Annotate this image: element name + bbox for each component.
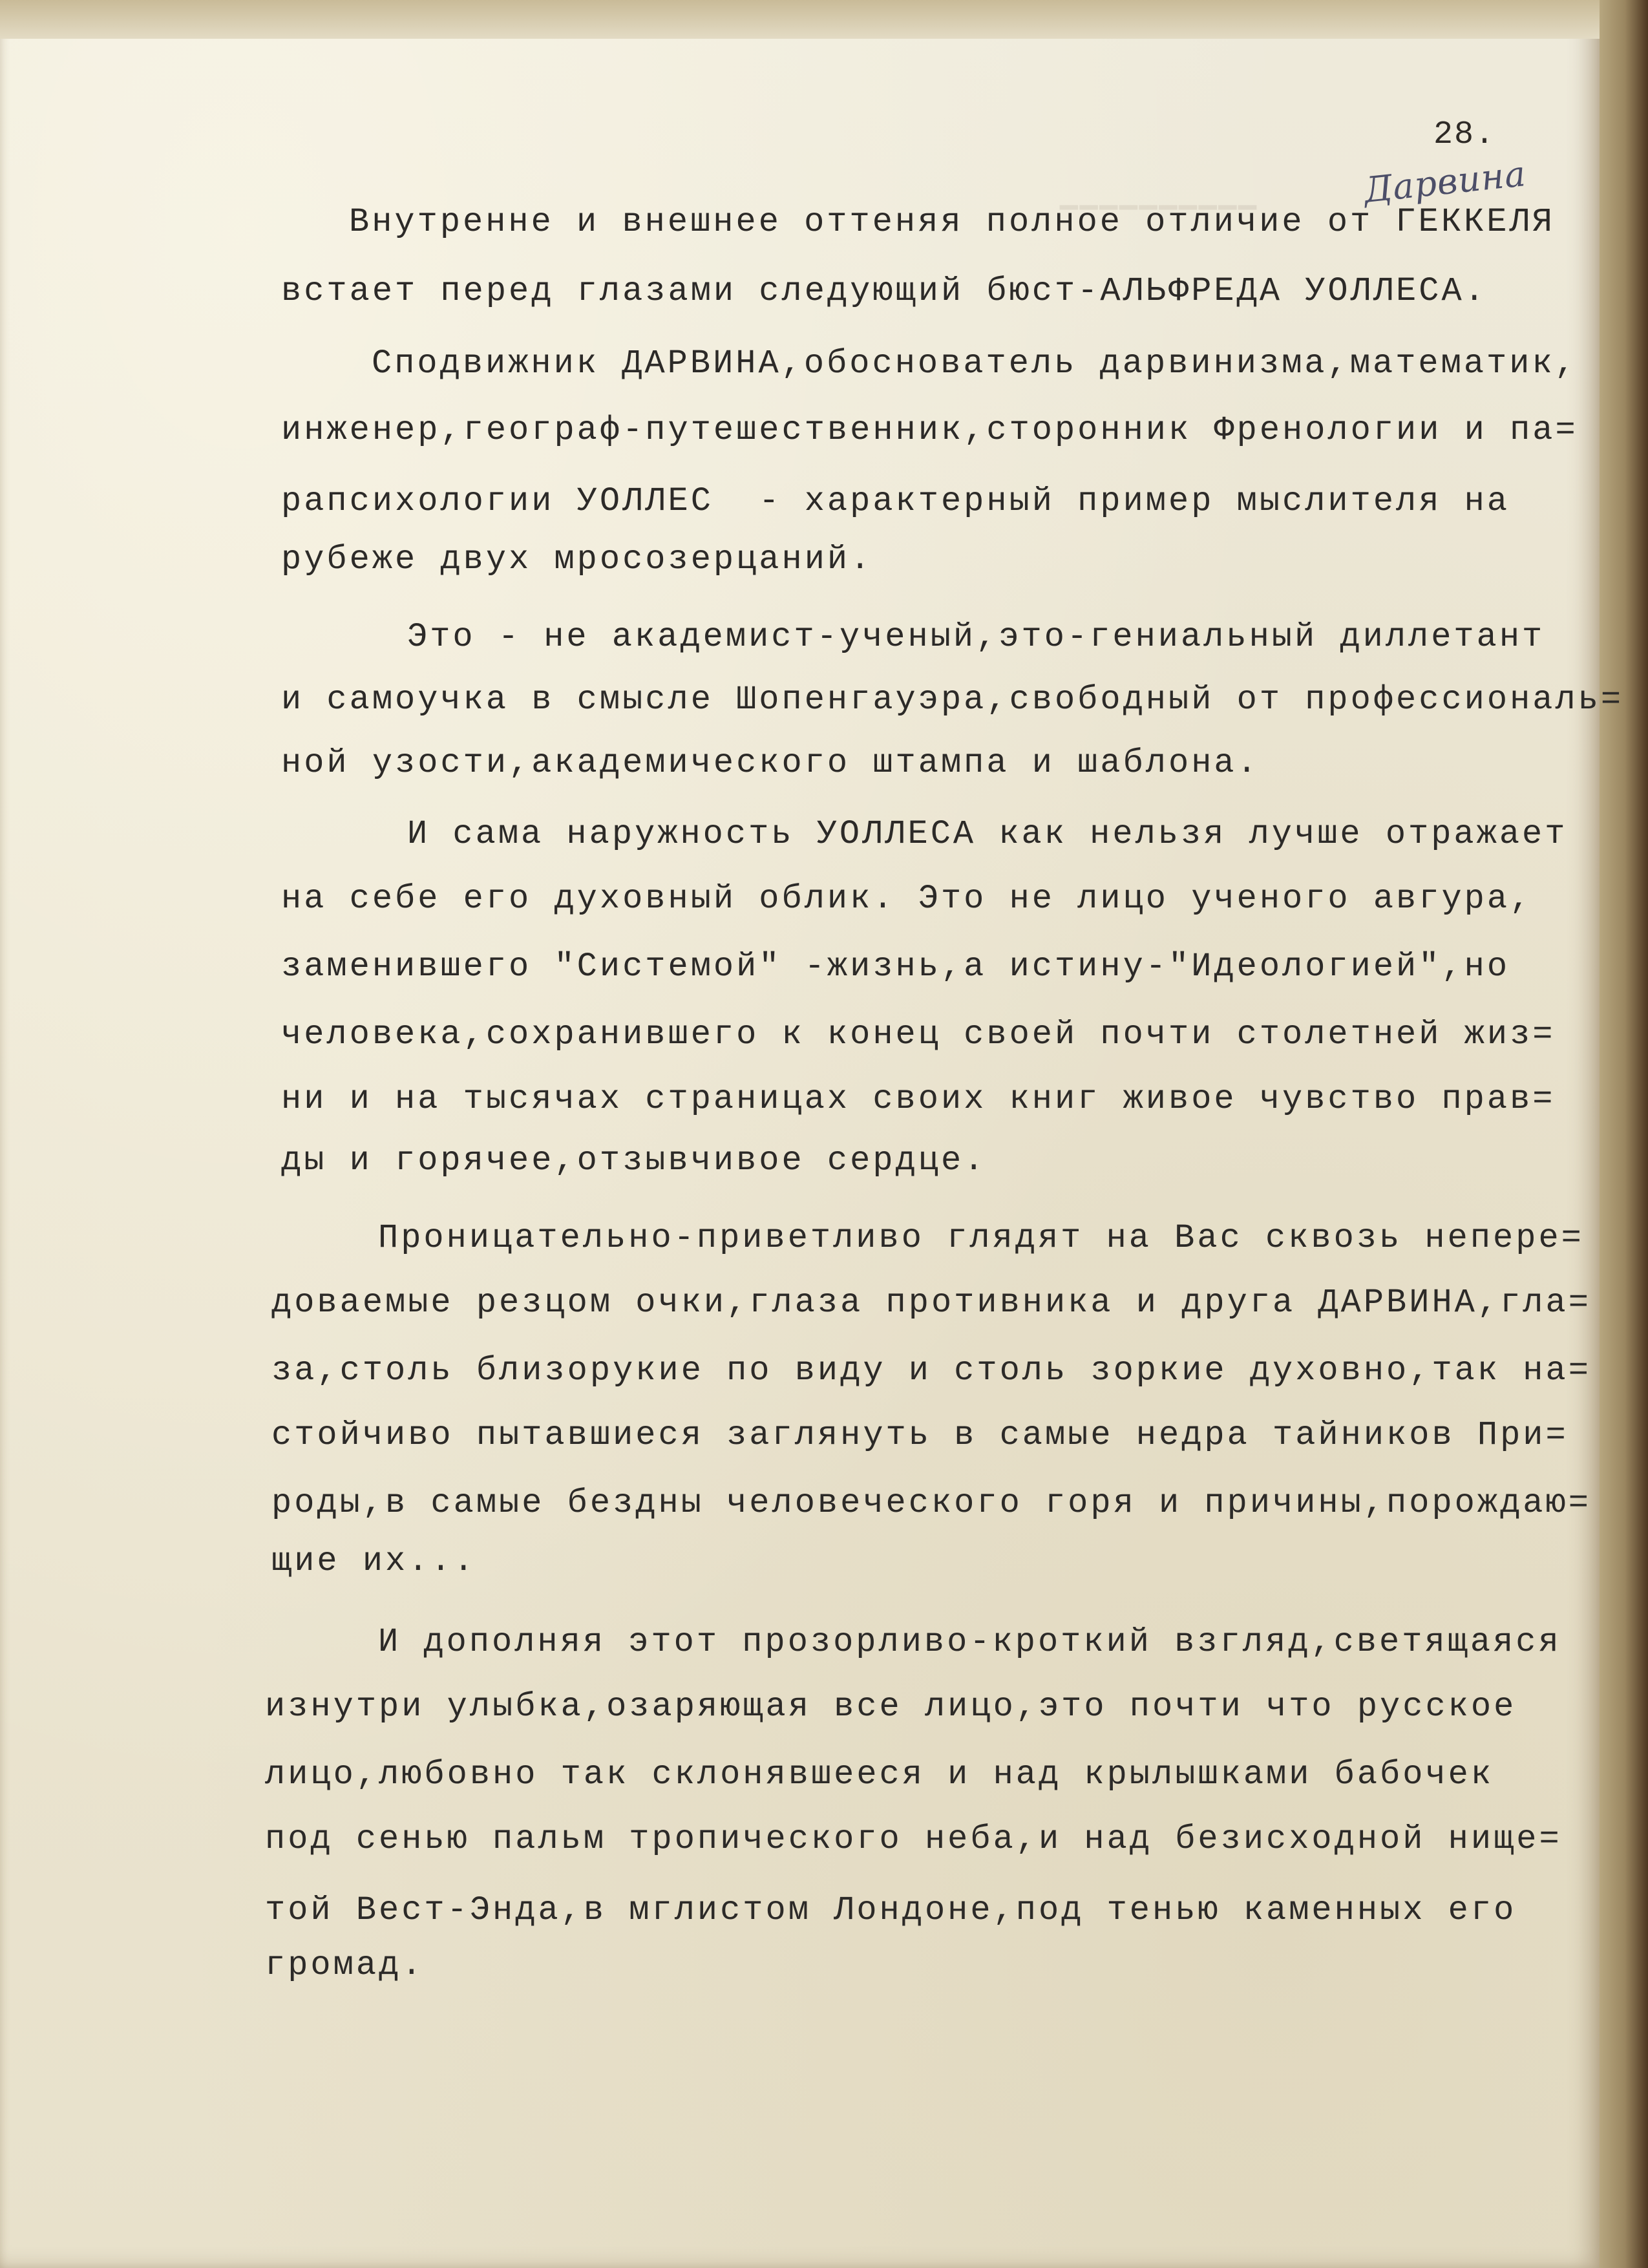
body-line: и самоучка в смысле Шопенгауэра,свободный от профессиональ=: [281, 681, 1624, 719]
body-line: Это - не академист-ученый,это-гениальный диллетант: [407, 618, 1545, 656]
body-line: встает перед глазами следующий бюст-АЛЬФРЕДА УОЛЛЕСА.: [281, 272, 1487, 310]
body-line: изнутри улыбка,озаряющая все лицо,это почти что русское: [265, 1688, 1517, 1726]
body-line: Внутренне и внешнее оттеняя полное отличие от ГЕККЕЛЯ: [349, 203, 1555, 241]
bleed-through-texture: ▁▁▁▁▁▁▁▁▁▁: [1060, 178, 1258, 211]
body-line: Сподвижник ДАРВИНА,обоснователь дарвинизма,математик,: [372, 344, 1578, 383]
body-line: на себе его духовный облик. Это не лицо ученого авгура,: [281, 880, 1533, 918]
body-line: лицо,любовно так склонявшееся и над крылышками бабочек: [265, 1755, 1494, 1794]
body-line: рапсихологии УОЛЛЕС - характерный пример мыслителя на: [281, 482, 1510, 520]
body-line: той Вест-Энда,в мглистом Лондоне,под тенью каменных его: [265, 1891, 1517, 1929]
body-line: за,столь близорукие по виду и столь зоркие духовно,так на=: [271, 1351, 1591, 1390]
body-line: человека,сохранившего к конец своей почти столетней жиз=: [281, 1015, 1556, 1054]
body-line: инженер,географ-путешественник,сторонник Френологии и па=: [281, 411, 1578, 449]
body-line: под сенью пальм тропического неба,и над безисходной нище=: [265, 1820, 1562, 1858]
body-line: И сама наружность УОЛЛЕСА как нельзя лучше отражает: [407, 815, 1568, 853]
body-line: громад.: [265, 1946, 425, 1984]
body-line: доваемые резцом очки,глаза противника и друга ДАРВИНА,гла=: [271, 1284, 1591, 1322]
page-number: 28.: [1433, 116, 1496, 153]
body-line: заменившего "Системой" -жизнь,а истину-"Идеологией",но: [281, 948, 1510, 986]
body-line: стойчиво пытавшиеся заглянуть в самые недра тайников При=: [271, 1416, 1569, 1454]
body-line: ды и горячее,отзывчивое сердце.: [281, 1141, 987, 1180]
body-line: Проницательно-приветливо глядят на Вас сквозь непере=: [378, 1219, 1584, 1257]
handwritten-annotation: Дарвина: [1362, 153, 1528, 211]
body-line: ной узости,академического штампа и шаблона.: [281, 744, 1260, 782]
body-line: щие их...: [271, 1542, 476, 1580]
body-line: ни и на тысячах страницах своих книг живое чувство прав=: [281, 1080, 1556, 1118]
body-line: И дополняя этот прозорливо-кроткий взгляд,светящаяся: [378, 1623, 1561, 1661]
body-line: рубеже двух мросозерцаний.: [281, 540, 873, 578]
body-line: роды,в самые бездны человеческого горя и причины,порождаю=: [271, 1484, 1591, 1522]
